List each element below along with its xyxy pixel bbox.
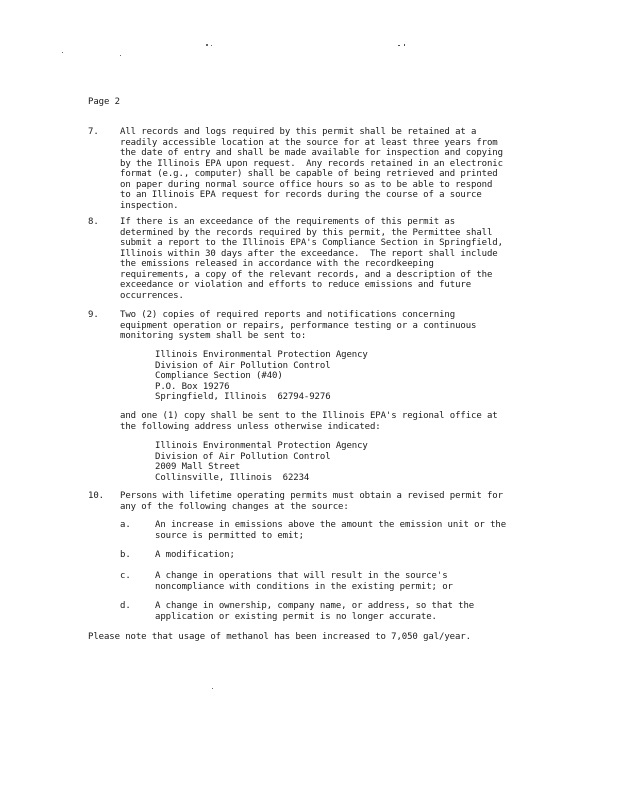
subitem-line: source is permitted to emit;	[155, 530, 304, 541]
subitem-line: A change in ownership, company name, or address, so that the	[155, 601, 475, 611]
item-10-number: 10.	[88, 491, 104, 501]
item-9-mid-line: and one (1) copy shall be sent to the Illinois EPA's regional office at	[120, 411, 498, 421]
item-7-line: to an Illinois EPA request for records during the course of a source	[120, 190, 482, 200]
subitem-line: An increase in emissions above the amount the emission unit or the	[155, 520, 507, 530]
item-10-line: any of the following changes at the source:	[120, 501, 349, 512]
item-8-line: If there is an exceedance of the requirements of this permit as	[120, 217, 456, 227]
item-7-line: readily accessible location at the source for at least three years from	[120, 137, 498, 148]
subitem-line: noncompliance with conditions in the existing permit; or	[155, 581, 453, 592]
item-7-line: inspection.	[120, 200, 179, 211]
scan-speck	[62, 52, 63, 53]
compliance-address-line: Springfield, Illinois 62794-9276	[155, 392, 331, 402]
compliance-address-line: Illinois Environmental Protection Agency	[155, 350, 368, 360]
item-10-line: Persons with lifetime operating permits must obtain a revised permit for	[120, 491, 503, 501]
regional-address-line: Illinois Environmental Protection Agency	[155, 441, 368, 451]
item-8-line: submit a report to the Illinois EPA's Compliance Section in Springfield,	[120, 238, 503, 248]
item-8-line: determined by the records required by this permit, the Permittee shall	[120, 227, 493, 238]
compliance-address-line: Compliance Section (#40)	[155, 371, 283, 381]
item-9-line: Two (2) copies of required reports and notifications concerning	[120, 310, 456, 320]
item-9-mid-line: the following address unless otherwise indicated:	[120, 421, 381, 432]
scan-speck	[404, 44, 405, 46]
item-7-line: All records and logs required by this permit shall be retained at a	[120, 127, 477, 137]
item-7-number: 7.	[88, 127, 99, 137]
scan-speck	[206, 44, 208, 46]
subitem-letter: c.	[120, 571, 131, 581]
subitem-line: A modification;	[155, 550, 235, 560]
item-9-line: equipment operation or repairs, performance testing or a continuous	[120, 320, 477, 331]
scan-speck	[211, 45, 212, 46]
subitem-letter: d.	[120, 601, 131, 611]
closing-note: Please note that usage of methanol has been increased to 7,050 gal/year.	[88, 632, 471, 642]
scan-speck	[120, 55, 121, 56]
subitem-letter: a.	[120, 520, 131, 530]
compliance-address-line: P.O. Box 19276	[155, 381, 230, 392]
item-9-line: monitoring system shall be sent to:	[120, 331, 307, 341]
item-8-line: the emissions released in accordance with the recordkeeping	[120, 259, 434, 269]
item-7-line: by the Illinois EPA upon request. Any records retained in an electronic	[120, 158, 503, 169]
regional-address-line: Collinsville, Illinois 62234	[155, 472, 310, 483]
subitem-line: A change in operations that will result in the source's	[155, 571, 448, 581]
item-8-line: Illinois within 30 days after the exceedance. The report shall include	[120, 248, 498, 259]
scan-speck	[212, 688, 213, 689]
item-8-line: exceedance or violation and efforts to reduce emissions and future	[120, 280, 472, 290]
item-7-line: format (e.g., computer) shall be capable of being retrieved and printed	[120, 169, 498, 179]
item-7-line: on paper during normal source office hours so as to be able to respond	[120, 179, 493, 190]
subitem-letter: b.	[120, 550, 131, 560]
page-label: Page 2	[88, 97, 120, 107]
subitem-line: application or existing permit is no longer accurate.	[155, 611, 437, 622]
compliance-address-line: Division of Air Pollution Control	[155, 360, 331, 371]
item-8-line: occurrences.	[120, 290, 184, 301]
item-7-line: the date of entry and shall be made available for inspection and copying	[120, 148, 503, 158]
item-9-number: 9.	[88, 310, 99, 320]
scan-speck	[398, 45, 400, 46]
item-8-number: 8.	[88, 217, 99, 227]
regional-address-line: Division of Air Pollution Control	[155, 451, 331, 462]
regional-address-line: 2009 Mall Street	[155, 462, 241, 472]
item-8-line: requirements, a copy of the relevant records, and a description of the	[120, 269, 493, 280]
